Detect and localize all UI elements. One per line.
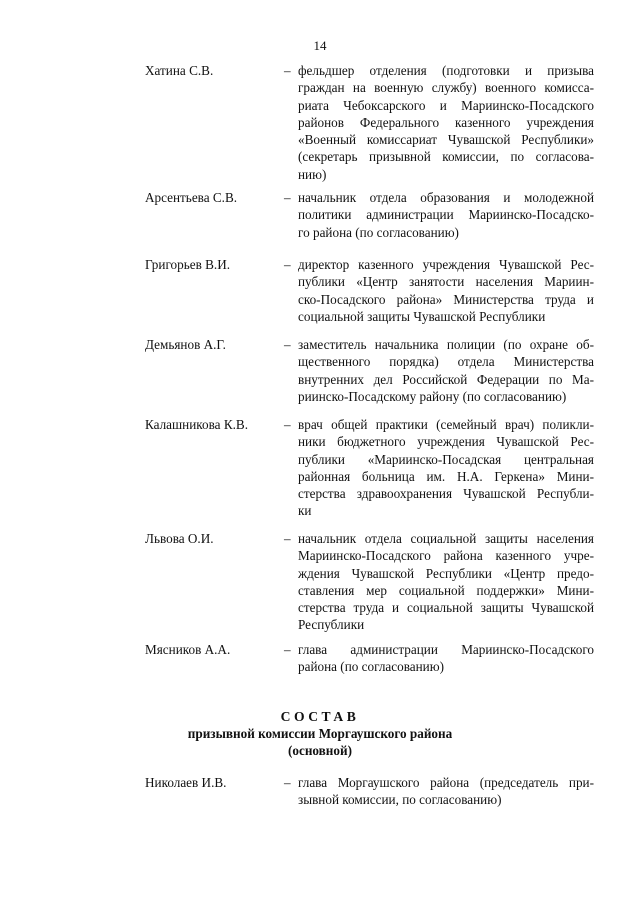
member-role [298,336,594,405]
member-role [298,530,594,634]
member-name: Калашникова К.В. [145,417,249,432]
member-role-line: зывной комиссии, по согласованию) [298,792,502,808]
member-dash: – [284,642,291,657]
member-name: Демьянов А.Г. [145,337,226,352]
member-role-line: ники бюджетного учреждения Чувашской Рес- [298,434,594,450]
member-dash: – [284,337,291,352]
member-role-line: внутренних дел Российской Федерации по Ма- [298,371,594,387]
member-dash: – [284,531,291,546]
member-name: Хатина С.В. [145,63,214,78]
member-role-line: врач общей практики (семейный врач) поликли- [298,417,594,432]
member-role-line: района (по согласованию) [298,659,444,675]
member-role [298,62,594,183]
member-role [298,774,594,809]
member-role [298,256,594,325]
member-role [298,416,594,520]
member-role-line: политики администрации Мариинско-Посадско- [298,207,594,223]
member-role-line: риата Чебоксарского и Мариинско-Посадского [298,97,594,113]
member-dash: – [284,257,291,272]
member-role-line: граждан на военную службу) военного комисса- [298,80,594,96]
member-dash: – [284,775,291,790]
member-role-line: щественного порядка) отдела Министерства [298,354,594,370]
member-role-line: ско-Посадского района» Министерства труда и [298,291,594,307]
member-role-line: риинско-Посадскому району (по согласованию) [298,388,567,404]
member-role-line: социальной защиты Чувашской Республики [298,308,546,324]
member-role [298,641,594,676]
member-role-line: начальник отдела социальной защиты населения [298,531,594,546]
member-role-line: заместитель начальника полиции (по охране об- [298,337,594,352]
member-role-line: районная больница им. Н.А. Геркена» Мини- [298,468,594,484]
section-title: СОСТАВ [280,709,360,724]
member-role-line: Республики [298,617,365,633]
section-note: (основной) [287,743,352,758]
member-role-line: го района (по согласованию) [298,224,459,240]
member-role-line: глава Моргаушского района (председатель при- [298,775,594,790]
member-role-line: стерства здравоохранения Чувашской Республи- [298,486,594,502]
member-name: Арсентьева С.В. [145,190,238,205]
member-role-line: Мариинско-Посадского района казенного учре- [298,548,594,564]
member-name: Львова О.И. [145,531,214,546]
member-role-line: ставления мер социальной поддержки» Мини- [298,582,594,598]
member-role-line: глава администрации Мариинско-Посадского [298,642,594,657]
member-name: Мясников А.А. [145,642,231,657]
member-dash: – [284,417,291,432]
member-role-line: фельдшер отделения (подготовки и призыва [298,63,594,78]
page-number: 14 [313,38,327,53]
member-role-line: ждения Чувашской Республики «Центр предо- [298,565,594,581]
member-role-line: ки [298,503,312,519]
member-name: Григорьев В.И. [145,257,231,272]
member-role-line: стерства труда и социальной защиты Чувашской [298,600,594,616]
member-role-line: «Военный комиссариат Чувашской Республики» [298,132,594,148]
section-subtitle: призывной комиссии Моргаушского района [187,726,453,741]
member-role-line: (секретарь призывной комиссии, по согласова- [298,149,594,165]
member-role-line: директор казенного учреждения Чувашской Рес- [298,257,594,272]
member-dash: – [284,190,291,205]
member-role [298,189,594,241]
member-role-line: публики «Центр занятости населения Мариин- [298,274,594,290]
member-role-line: нию) [298,166,327,182]
member-name: Николаев И.В. [145,775,227,790]
member-role-line: начальник отдела образования и молодежной [298,190,594,205]
member-role-line: публики «Мариинско-Посадская центральная [298,451,594,467]
member-role-line: районов Федерального казенного учреждения [298,114,594,130]
member-dash: – [284,63,291,78]
